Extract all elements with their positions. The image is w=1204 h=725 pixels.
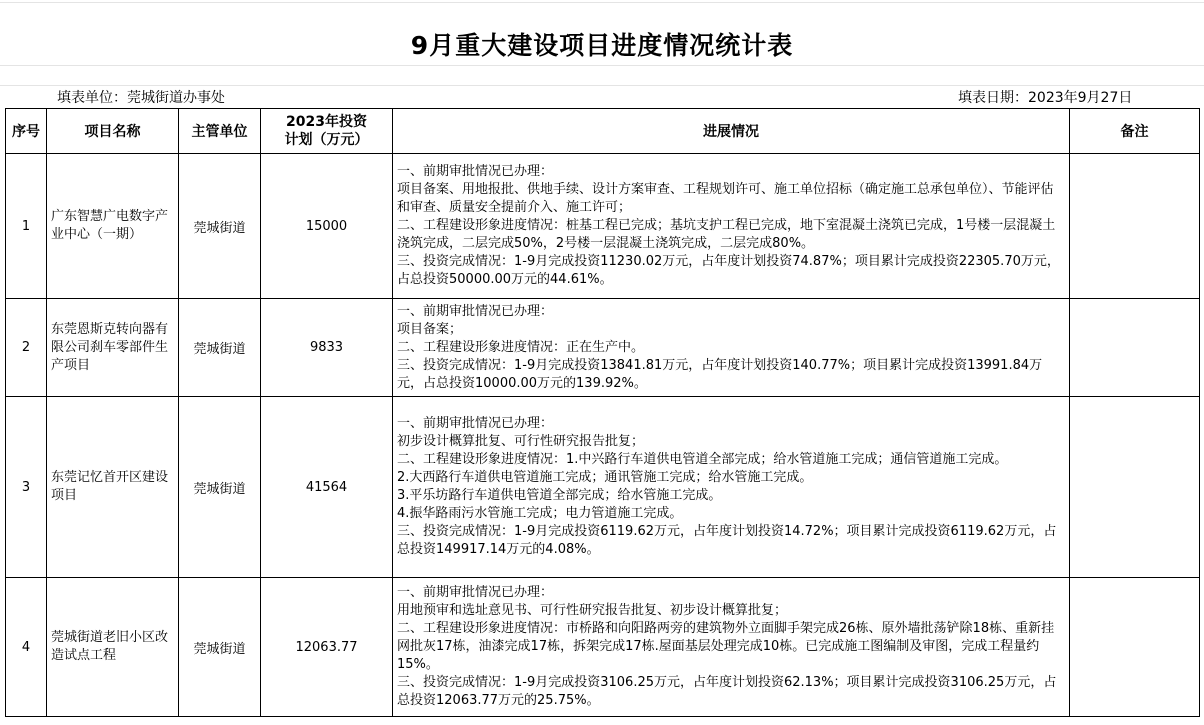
header-seq[interactable]: 序号 — [6, 109, 47, 154]
cell-seq[interactable]: 3 — [6, 397, 47, 578]
progress-line: 二、工程建设形象进度情况：市桥路和向阳路两旁的建筑物外立面脚手架完成26栋、原外墙批荡铲除18栋、重新挂网批灰17栋，油漆完成17栋，拆架完成17栋.屋面基层处理完成10栋。已完成施工图编制及审图，完成工程量约15%。 — [397, 621, 1055, 672]
progress-line: 二、工程建设形象进度情况：正在生产中。 — [397, 339, 645, 355]
cell-investment-plan[interactable]: 41564 — [261, 397, 393, 578]
cell-department[interactable]: 莞城街道 — [179, 154, 261, 299]
cell-department[interactable]: 莞城街道 — [179, 578, 261, 717]
progress-line: 项目备案； — [397, 321, 463, 337]
page-title: 9月重大建设项目进度情况统计表 — [410, 31, 794, 60]
cell-progress[interactable] — [393, 299, 1070, 397]
header-plan-line2: 计划（万元） — [284, 132, 369, 148]
sheet-gridline — [0, 85, 1204, 86]
progress-line: 用地预审和选址意见书、可行性研究报告批复、初步设计概算批复； — [397, 603, 788, 618]
progress-line: 二、工程建设形象进度情况：桩基工程已完成；基坑支护工程已完成，地下室混凝土浇筑已完成，1号楼一层混凝土浇筑完成，二层完成50%，2号楼一层混凝土浇筑完成，二层完成80%。 — [397, 218, 1056, 251]
table-header-row — [6, 109, 1200, 154]
cell-project-name[interactable]: 东莞记忆首开区建设项目 — [47, 397, 179, 578]
table-row — [6, 397, 1200, 578]
cell-project-name[interactable]: 东莞恩斯克转向器有限公司刹车零部件生产项目 — [47, 299, 179, 397]
progress-line: 项目备案、用地报批、供地手续、设计方案审查、工程规划许可、施工单位招标（确定施工总承包单位）、节能评估和审查、质量安全提前介入、施工许可； — [397, 182, 1054, 215]
table-row — [6, 154, 1200, 299]
progress-line: 一、前期审批情况已办理： — [397, 416, 554, 431]
table-row — [6, 578, 1200, 717]
cell-remark[interactable] — [1070, 578, 1200, 717]
progress-line: 三、投资完成情况：1-9月完成投资6119.62万元，占年度计划投资14.72%；项目累计完成投资6119.62万元，占总投资149917.14万元的4.08%。 — [397, 524, 1057, 557]
header-plan-line1: 2023年投资 — [286, 114, 367, 130]
header-progress[interactable]: 进展情况 — [393, 109, 1070, 154]
cell-seq[interactable]: 2 — [6, 299, 47, 397]
progress-line: 二、工程建设形象进度情况：1.中兴路行车道供电管道全部完成；给水管道施工完成；通信管道施工完成。 — [397, 452, 1008, 467]
cell-remark[interactable] — [1070, 154, 1200, 299]
progress-line: 4.振华路雨污水管施工完成；电力管道施工完成。 — [397, 506, 683, 521]
filling-unit: 填表单位：莞城街道办事处 — [57, 90, 225, 106]
cell-remark[interactable] — [1070, 397, 1200, 578]
progress-line: 一、前期审批情况已办理： — [397, 164, 554, 179]
progress-line: 初步设计概算批复、可行性研究报告批复； — [397, 434, 645, 449]
header-investment-plan[interactable] — [261, 109, 393, 154]
cell-progress[interactable] — [393, 578, 1070, 717]
project-table — [5, 108, 1200, 717]
header-department[interactable]: 主管单位 — [179, 109, 261, 154]
table-row — [6, 299, 1200, 397]
progress-line: 三、投资完成情况：1-9月完成投资13841.81万元，占年度计划投资140.77%；项目累计完成投资13991.84万元，占总投资10000.00万元的139.92%。 — [397, 357, 1043, 391]
progress-line: 三、投资完成情况：1-9月完成投资3106.25万元，占年度计划投资62.13%；项目累计完成投资3106.25万元，占总投资12063.77万元的25.75%。 — [397, 675, 1057, 708]
progress-line: 三、投资完成情况：1-9月完成投资11230.02万元，占年度计划投资74.87%；项目累计完成投资22305.70万元，占总投资50000.00万元的44.61%。 — [397, 254, 1060, 287]
cell-progress[interactable] — [393, 154, 1070, 299]
cell-investment-plan[interactable]: 12063.77 — [261, 578, 393, 717]
header-remark[interactable]: 备注 — [1070, 109, 1200, 154]
progress-line: 2.大西路行车道供电管道施工完成；通讯管施工完成；给水管施工完成。 — [397, 470, 813, 485]
cell-project-name[interactable]: 莞城街道老旧小区改造试点工程 — [47, 578, 179, 717]
progress-line: 3.平乐坊路行车道供电管道全部完成；给水管施工完成。 — [397, 488, 722, 503]
filling-date: 填表日期：2023年9月27日 — [958, 90, 1133, 106]
cell-department[interactable]: 莞城街道 — [179, 299, 261, 397]
progress-line: 一、前期审批情况已办理： — [397, 585, 554, 600]
progress-line: 一、前期审批情况已办理： — [397, 303, 554, 319]
cell-department[interactable]: 莞城街道 — [179, 397, 261, 578]
header-project-name[interactable]: 项目名称 — [47, 109, 179, 154]
sheet-gridline — [0, 65, 1204, 66]
cell-progress[interactable] — [393, 397, 1070, 578]
cell-seq[interactable]: 4 — [6, 578, 47, 717]
cell-investment-plan[interactable]: 9833 — [261, 299, 393, 397]
sheet-gridline — [0, 2, 1204, 3]
cell-project-name[interactable]: 广东智慧广电数字产业中心（一期） — [47, 154, 179, 299]
cell-investment-plan[interactable]: 15000 — [261, 154, 393, 299]
cell-remark[interactable] — [1070, 299, 1200, 397]
cell-seq[interactable]: 1 — [6, 154, 47, 299]
